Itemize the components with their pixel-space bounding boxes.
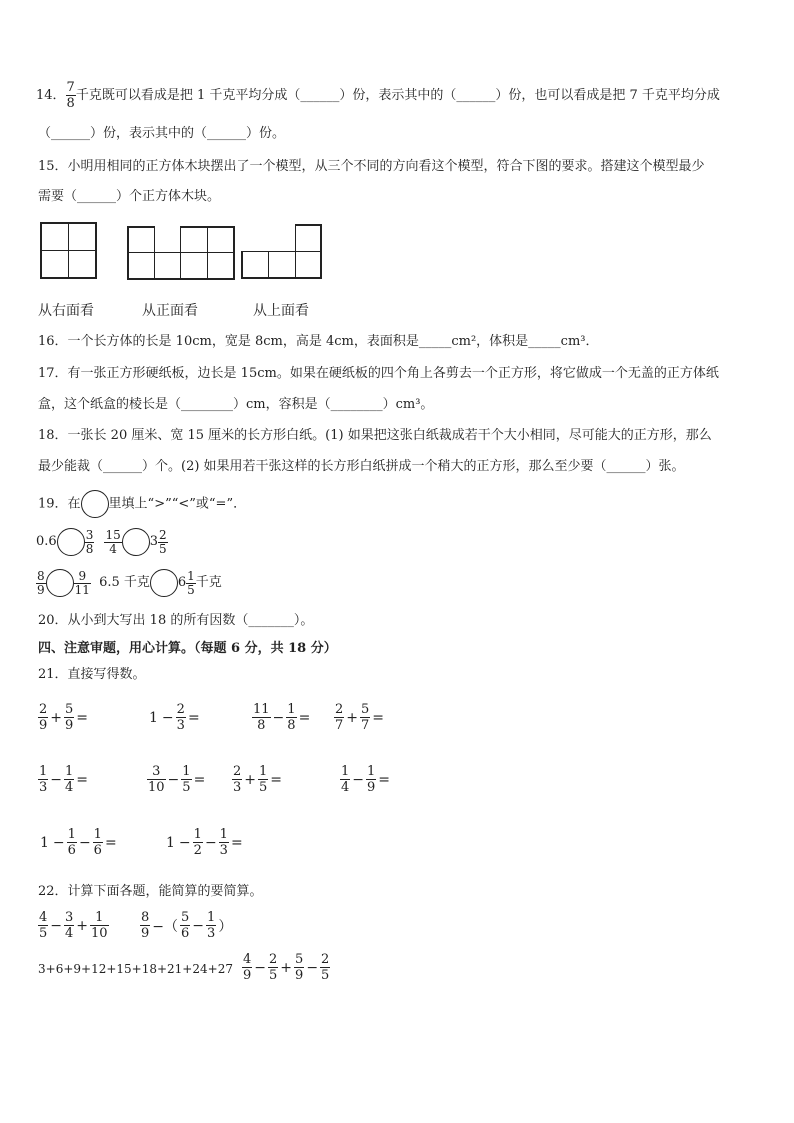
compare-circle[interactable] (46, 569, 74, 597)
q19-row1: 0.6 $\frac{3}{8}$ $\frac{15}{4}$ 3 $\frac{2}{5}$ (36, 527, 167, 556)
blank-circle (81, 490, 109, 518)
q14-number: 14． (36, 88, 66, 103)
q21-expr-10: 1 − $\frac{1}{2}$ − $\frac{1}{3}$ = (166, 827, 243, 858)
q21-expr-5: $\frac{1}{3}$ − $\frac{1}{4}$ = (39, 764, 89, 795)
q16-text: 16．一个长方体的长是 10cm，宽是 8cm，高是 4cm，表面积是_____cm²，体积是_____cm³． (38, 334, 599, 349)
q14-fraction: $\frac{7}{8}$ (66, 80, 75, 111)
q21-title: 21．直接写得数。 (38, 667, 146, 682)
q17-line1: 17．有一张正方形硬纸板，边长是 15cm。如果在硬纸板的四个角上各剪去一个正方形，将它做成一个无盖的正方体纸 (38, 366, 719, 381)
q14-text-1: 千克既可以看成是把 1 千克平均分成（______）份，表示其中的（______）份，也可以看成是把 7 千克平均分成 (75, 88, 720, 103)
compare-circle[interactable] (150, 569, 178, 597)
q19-row2: $\frac{8}{9}$ $\frac{9}{11}$ 6.5 千克 6 $\frac{1}{5}$ 千克 (37, 568, 222, 597)
q22-problem-4: $\frac{4}{9}$ − $\frac{2}{5}$ + $\frac{5}{9}$ − $\frac{2}{5}$ (243, 952, 330, 983)
view-front-label: 从正面看 (142, 303, 198, 319)
q22-problem-3: 3+6+9+12+15+18+21+24+27 (38, 962, 233, 976)
q17-line2: 盒，这个纸盒的棱长是（________）cm，容积是（________）cm³。 (38, 397, 434, 412)
view-right-label: 从右面看 (38, 303, 94, 319)
q21-expr-4: $\frac{2}{7}$ + $\frac{5}{7}$ = (335, 702, 385, 733)
q21-expr-3: $\frac{11}{8}$ − $\frac{1}{8}$ = (253, 702, 311, 733)
q14-line2: （______）份，表示其中的（______）份。 (38, 126, 286, 141)
q21-expr-2: 1 − $\frac{2}{3}$ = (149, 702, 200, 733)
q19-instruction: 19．在 里填上“>”“<”或“=”． (38, 490, 246, 518)
q18-line2: 最少能裁（______）个。(2) 如果用若干张这样的长方形白纸拼成一个稍大的正方形，那么至少要（______）张。 (38, 459, 685, 474)
view-top-label: 从上面看 (253, 303, 309, 319)
section4-title: 四、注意审题，用心计算。（每题 6 分，共 18 分） (38, 641, 337, 656)
q15-line1: 15．小明用相同的正方体木块摆出了一个模型，从三个不同的方向看这个模型，符合下图的要求。搭建这个模型最少 (38, 159, 705, 174)
q15-line2: 需要（______）个正方体木块。 (38, 189, 221, 204)
q21-expr-8: $\frac{1}{4}$ − $\frac{1}{9}$ = (341, 764, 391, 795)
q22-problem-2: $\frac{8}{9}$ −（ $\frac{5}{6}$ − $\frac{1}{3}$ ） (141, 910, 233, 941)
q21-expr-9: 1 − $\frac{1}{6}$ − $\frac{1}{6}$ = (40, 827, 117, 858)
q22-title: 22．计算下面各题，能简算的要简算。 (38, 884, 263, 899)
q21-expr-6: $\frac{3}{10}$ − $\frac{1}{5}$ = (148, 764, 206, 795)
q20-text: 20．从小到大写出 18 的所有因数（_______）。 (38, 613, 314, 628)
compare-circle[interactable] (122, 528, 150, 556)
q22-problem-1: $\frac{4}{5}$ − $\frac{3}{4}$ + $\frac{1}{10}$ (39, 910, 108, 941)
q18-line1: 18．一张长 20 厘米、宽 15 厘米的长方形白纸。(1) 如果把这张白纸裁成若干个大小相同，尽可能大的正方形，那么 (38, 428, 712, 443)
q14-line1 (36, 80, 720, 111)
compare-circle[interactable] (57, 528, 85, 556)
q21-expr-7: $\frac{2}{3}$ + $\frac{1}{5}$ = (233, 764, 283, 795)
q21-expr-1: $\frac{2}{9}$ + $\frac{5}{9}$ = (39, 702, 89, 733)
